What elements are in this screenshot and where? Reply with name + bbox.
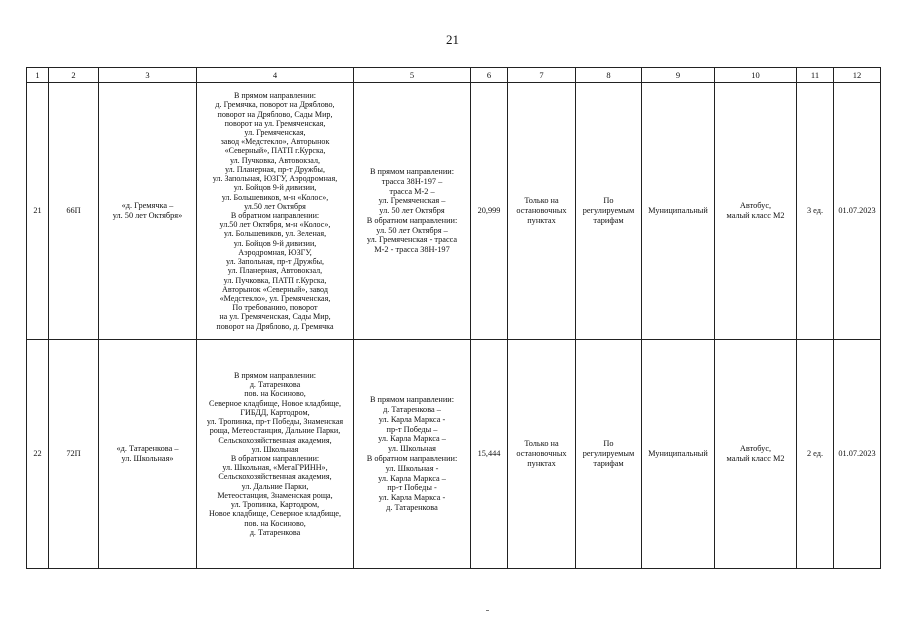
vehicle-count-cell xyxy=(797,83,834,340)
route-length-cell xyxy=(471,340,508,569)
route-number-cell xyxy=(27,340,49,569)
column-header-6: 6 xyxy=(471,68,508,83)
vehicle-count: 3 ед. xyxy=(806,206,824,216)
tariff-type: По регулируемым тарифам xyxy=(582,439,635,468)
column-header-8: 8 xyxy=(576,68,642,83)
boarding-order-cell xyxy=(508,83,576,340)
route-code-cell xyxy=(49,83,99,340)
column-header-2: 2 xyxy=(49,68,99,83)
tariff-type-cell xyxy=(576,340,642,569)
route-name-cell xyxy=(99,83,197,340)
route-stops: В прямом направлении: д. Гремячка, поворот на Дряблово, поворот на Дряблово, Сады Мир, поворот на ул. Гремяченская, ул. Гремяченская, завод «Медстекло», Авторынок «Северный», ПАТП г.Курска, ул. Пучковка, Автовокзал, ул. Планерная, пр-т Дружбы, ул. Запольная, ЮЗГУ, Аэродромная, ул. Бойцов 9-й дивизии, ул. Большевиков, м-н «Колос», ул.50 лет Октября В обратном направлении: ул.50 лет Октября, м-н «Колос», ул. Большевиков, ул. Зеленая, ул. Бойцов 9-й дивизии, Аэродромная, ЮЗГУ, ул. Запольная, пр-т Дружбы, ул. Планерная, Автовокзал, ул. Пучковка, ПАТП г.Курска, Авторынок «Северный», завод «Медстекло», ул. Гремяченская, По требованию, поворот на ул. Гремяченская, Сады Мир, поворот на Дряблово, д. Гремячка xyxy=(212,91,338,331)
route-length: 20,999 xyxy=(477,206,501,216)
vehicle-count-cell xyxy=(797,340,834,569)
header-row xyxy=(27,68,881,83)
route-stops-cell xyxy=(197,83,354,340)
route-name-cell xyxy=(99,340,197,569)
routes-table xyxy=(26,67,881,569)
start-date-cell xyxy=(834,340,881,569)
route-name: «д. Гремячка – ул. 50 лет Октября» xyxy=(112,201,183,220)
route-kind-cell xyxy=(642,340,715,569)
route-streets: В прямом направлении: трасса 38Н-197 – трасса М-2 – ул. Гремяченская – ул. 50 лет Октября В обратном направлении: ул. 50 лет Октября – ул. Гремяченская - трасса М-2 - трасса 38Н-197 xyxy=(366,166,458,255)
column-header-4: 4 xyxy=(197,68,354,83)
column-header-12: 12 xyxy=(834,68,881,83)
route-length: 15,444 xyxy=(477,449,501,459)
tariff-type-cell xyxy=(576,83,642,340)
column-header-1: 1 xyxy=(27,68,49,83)
route-kind-cell xyxy=(642,83,715,340)
vehicle-class-cell xyxy=(715,83,797,340)
route-streets-cell xyxy=(354,83,471,340)
route-code: 72П xyxy=(66,449,81,459)
route-name: «д. Татаренкова – ул. Школьная» xyxy=(116,444,179,463)
route-code-cell xyxy=(49,340,99,569)
column-header-10: 10 xyxy=(715,68,797,83)
start-date-cell xyxy=(834,83,881,340)
vehicle-class-cell xyxy=(715,340,797,569)
vehicle-class: Автобус, малый класс М2 xyxy=(726,201,785,220)
table-row xyxy=(27,340,881,569)
table-row xyxy=(27,83,881,340)
boarding-order: Только на остановочных пунктах xyxy=(516,439,567,468)
page-number: 21 xyxy=(446,32,459,47)
boarding-order: Только на остановочных пунктах xyxy=(516,196,567,225)
column-header-3: 3 xyxy=(99,68,197,83)
boarding-order-cell xyxy=(508,340,576,569)
route-number: 22 xyxy=(33,449,42,459)
scan-speck xyxy=(486,610,489,611)
tariff-type: По регулируемым тарифам xyxy=(582,196,635,225)
vehicle-count: 2 ед. xyxy=(806,449,824,459)
start-date: 01.07.2023 xyxy=(838,206,876,216)
route-number-cell xyxy=(27,83,49,340)
route-code: 66П xyxy=(66,206,81,216)
route-number: 21 xyxy=(33,206,42,216)
column-header-9: 9 xyxy=(642,68,715,83)
column-header-7: 7 xyxy=(508,68,576,83)
route-kind: Муниципальный xyxy=(648,449,708,459)
route-length-cell xyxy=(471,83,508,340)
column-header-11: 11 xyxy=(797,68,834,83)
column-header-5: 5 xyxy=(354,68,471,83)
route-streets-cell xyxy=(354,340,471,569)
route-kind: Муниципальный xyxy=(648,206,708,216)
route-stops: В прямом направлении: д. Татаренкова пов. на Косиново, Северное кладбище, Новое кладбище, ГИБДД, Картодром, ул. Тропинка, пр-т Победы, Знаменская роща, Метеостанция, Дальние Парки, Сельскохозяйственная академия, ул. Школьная В обратном направлении: ул. Школьная, «МегаГРИНН», Сельскохозяйственная академия, ул. Дальние Парки, Метеостанция, Знаменская роща, ул. Тропинка, Картодром, Новое кладбище, Северное кладбище, пов. на Косиново, д. Татаренкова xyxy=(206,371,344,537)
route-streets: В прямом направлении: д. Татаренкова – ул. Карла Маркса - пр-т Победы – ул. Карла Маркса – ул. Школьная В обратном направлении: ул. Школьная - ул. Карла Маркса – пр-т Победы - ул. Карла Маркса - д. Татаренкова xyxy=(366,395,458,512)
route-stops-cell xyxy=(197,340,354,569)
vehicle-class: Автобус, малый класс М2 xyxy=(726,444,785,463)
start-date: 01.07.2023 xyxy=(838,449,876,459)
